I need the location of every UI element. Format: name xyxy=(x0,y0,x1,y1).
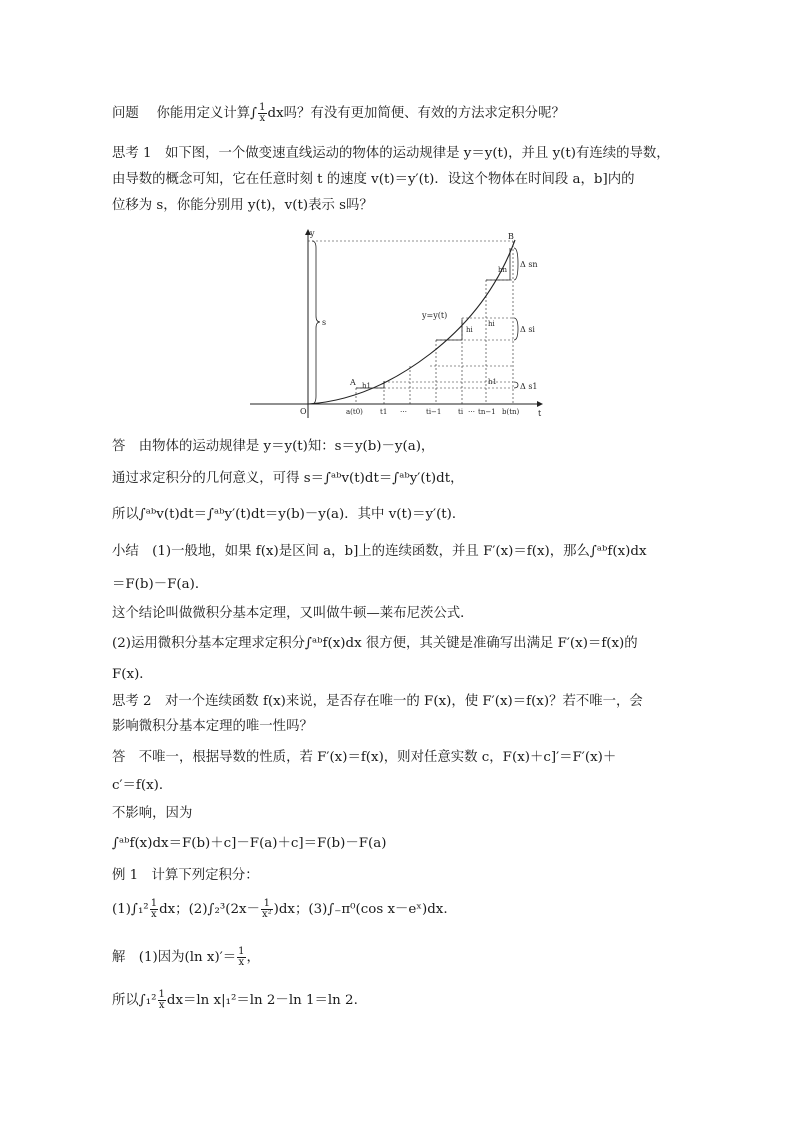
summary-line2: ＝F(b)－F(a)． xyxy=(112,577,209,592)
label-s: s xyxy=(322,318,327,327)
label-dsi: Δ si xyxy=(520,325,535,334)
think1-line3: 位移为 s，你能分别用 y(t)，v(t)表示 s吗？ xyxy=(112,198,373,213)
example1-problems: (1)∫₁² $\frac{1}{x}$ dx；(2)∫₂³(2x－ $\frac{1}{\text{x²}}$ )dx；(3)∫₋π⁰(cos x－eˣ)dx. xyxy=(112,898,448,920)
tick-ellipsis-1: … xyxy=(400,406,407,414)
solution-line2: 所以∫₁² $\frac{1}{x}$ dx＝ln x|₁²＝ln 2－ln 1＝ln 2. xyxy=(112,989,358,1011)
summary-line3: 这个结论叫做微积分基本定理，又叫做牛顿—莱布尼茨公式． xyxy=(112,606,474,621)
answer1-line1: 答 由物体的运动规律是 y＝y(t)知：s＝y(b)－y(a)， xyxy=(112,439,435,454)
tick-tn-1: tn−1 xyxy=(478,408,496,416)
tick-b: b(tn) xyxy=(502,408,520,416)
summary-line5: F(x)． xyxy=(112,667,153,682)
label-hi: hi xyxy=(466,326,473,334)
label-dsn: Δ sn xyxy=(520,260,538,269)
fraction: $\frac{1}{x}$ xyxy=(158,989,165,1011)
tick-ti-1: ti−1 xyxy=(426,408,442,416)
think1-line1: 思考 1 如下图，一个做变速直线运动的物体的运动规律是 y＝y(t)，并且 y(t)有连续的导数， xyxy=(112,146,670,161)
label-h1: h1 xyxy=(362,382,371,390)
summary-line4: (2)运用微积分基本定理求定积分∫ᵃᵇf(x)dx 很方便，其关键是准确写出满足 F′(x)＝f(x)的 xyxy=(112,636,638,651)
fraction: $\frac{1}{\text{x²}}$ xyxy=(261,898,272,920)
label-hn: hn xyxy=(498,266,508,274)
label-B: B xyxy=(508,232,514,241)
problem-question: 问题 你能用定义计算∫ $\frac{1}{x}$ dx吗？有没有更加简便、有效的方法求定积分呢？ xyxy=(112,102,565,124)
y-axis-label: y xyxy=(310,229,315,238)
motion-curve xyxy=(308,240,515,404)
think2-line2: 影响微积分基本定理的唯一性吗？ xyxy=(112,719,313,734)
label-h1-right: h1 xyxy=(488,378,497,386)
tick-t1: t1 xyxy=(380,408,388,416)
answer2-line4: ∫ᵃᵇf(x)dx＝F(b)＋c]－F(a)＋c]＝F(b)－F(a) xyxy=(112,836,387,851)
answer2-line2: c′＝f(x)． xyxy=(112,778,173,793)
fraction: $\frac{1}{x}$ xyxy=(259,102,266,124)
t-axis-label: t xyxy=(538,409,542,418)
motion-figure xyxy=(250,228,550,420)
label-A: A xyxy=(350,378,356,387)
summary-line1: 小结 (1)一般地，如果 f(x)是区间 a，b]上的连续函数，并且 F′(x)＝f(x)，那么∫ᵃᵇf(x)dx xyxy=(112,544,647,559)
fraction: $\frac{1}{x}$ xyxy=(150,898,158,920)
origin-label: O xyxy=(300,407,307,416)
think1-line2: 由导数的概念可知，它在任意时刻 t 的速度 v(t)＝y′(t)．设这个物体在时间段 a，b]内的 xyxy=(112,172,635,187)
solution-line1: 解 (1)因为(ln x)′＝ $\frac{1}{x}$ ， xyxy=(112,946,260,968)
example1-title: 例 1 计算下列定积分： xyxy=(112,868,259,883)
think2-line1: 思考 2 对一个连续函数 f(x)来说，是否存在唯一的 F(x)，使 F′(x)＝f(x)？若不唯一，会 xyxy=(112,694,643,709)
answer2-line3: 不影响，因为 xyxy=(112,806,193,821)
label-ds1: Δ s1 xyxy=(520,382,538,391)
answer2-line1: 答 不唯一，根据导数的性质，若 F′(x)＝f(x)，则对任意实数 c，F(x)＋c]′＝F′(x)＋ xyxy=(112,750,617,765)
label-hi-right: hi xyxy=(488,320,495,328)
answer1-line2: 通过求定积分的几何意义，可得 s＝∫ᵃᵇv(t)dt＝∫ᵃᵇy′(t)dt， xyxy=(112,471,464,486)
problem-label: 问题 xyxy=(112,106,139,121)
answer1-line3: 所以∫ᵃᵇv(t)dt＝∫ᵃᵇy′(t)dt＝y(b)－y(a)．其中 v(t)＝y′(t)． xyxy=(112,507,466,522)
label-curve: y=y(t) xyxy=(422,311,448,320)
tick-a: a(t0) xyxy=(346,408,363,416)
tick-ellipsis-2: … xyxy=(468,406,475,414)
tick-ti: ti xyxy=(458,408,464,416)
fraction: $\frac{1}{x}$ xyxy=(238,946,245,968)
